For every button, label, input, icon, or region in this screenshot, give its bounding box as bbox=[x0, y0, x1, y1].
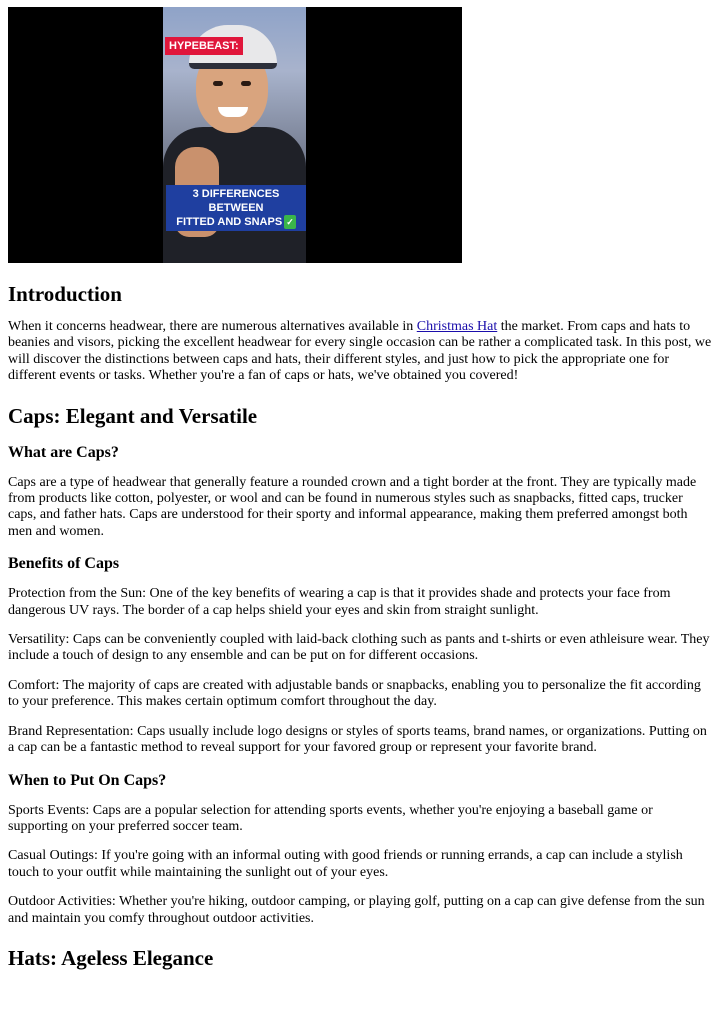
video-badge-line2 bbox=[170, 215, 302, 229]
video-badge-line2-text: FITTED AND SNAPS bbox=[176, 216, 283, 228]
christmas-hat-link[interactable]: Christmas Hat bbox=[416, 319, 498, 334]
hats-heading: Hats: Ageless Elegance bbox=[8, 945, 214, 970]
benefit-paragraph: Comfort: The majority of caps are created with adjustable bands or snapbacks, enabling you to personalize the fit according to your preference. This makes certain optimum comfort throughout the day. bbox=[8, 677, 701, 710]
intro-text-before: When it concerns headwear, there are numerous alternatives available in bbox=[8, 319, 417, 334]
intro-paragraph bbox=[8, 319, 712, 385]
benefit-paragraph: Brand Representation: Caps usually include logo designs or styles of sports teams, brand names, or organizations. Putting on a cap can be a fantastic method to reveal support for your favored group or represent your favorite brand. bbox=[8, 723, 707, 756]
benefit-paragraph: Protection from the Sun: One of the key benefits of wearing a cap is that it provides shade and protects your face from dangerous UV rays. The border of a cap helps shield your eyes and skin from straight sunlight. bbox=[8, 586, 671, 618]
caps-heading: Caps: Elegant and Versatile bbox=[8, 403, 258, 428]
what-are-caps-heading: What are Caps? bbox=[8, 443, 119, 461]
checkmark-icon: ✓ bbox=[286, 217, 294, 227]
when-paragraph: Casual Outings: If you're going with an informal outing with good friends or running errands, a cap can include a stylish touch to your outfit while maintaining the sunlight out of your eyes. bbox=[8, 848, 683, 880]
when-heading: When to Put On Caps? bbox=[8, 771, 167, 789]
video-badge-top: HYPEBEAST: bbox=[165, 37, 243, 55]
benefit-paragraph: Versatility: Caps can be conveniently coupled with laid-back clothing such as pants and t-shirts or even athleisure wear. They include a touch of design to any ensemble and can be put on for different occasions. bbox=[8, 632, 710, 664]
eye-left bbox=[213, 81, 223, 86]
benefits-heading: Benefits of Caps bbox=[8, 555, 120, 573]
video-badge-bottom bbox=[166, 185, 306, 231]
what-are-caps-paragraph: Caps are a type of headwear that generally feature a rounded crown and a tight border at the front. They are typically made from products like cotton, polyester, or wool and can be found in numerous styles such as snapbacks, fitted caps, trucker caps, and father hats. Caps are understood for their sporty and informal appearance, making them preferred amongst both men and women. bbox=[8, 474, 697, 539]
intro-heading: Introduction bbox=[8, 282, 122, 306]
embedded-video[interactable] bbox=[8, 7, 462, 263]
video-badge-line1: 3 DIFFERENCES BETWEEN bbox=[192, 188, 280, 214]
when-paragraph: Sports Events: Caps are a popular selection for attending sports events, whether you're enjoying a baseball game or supporting on your preferred soccer team. bbox=[8, 802, 653, 834]
intro-text-after: the market. From caps and hats to beanies and visors, picking the excellent headwear for every single occasion can be rather a complicated task. In this post, we will discover the distinctions between caps and hats, their different styles, and just how to pick the appropriate one for different events or tasks. Whether you're a fan of caps or hats, we've obtained you covered! bbox=[8, 319, 712, 384]
eye-right bbox=[241, 81, 251, 86]
when-paragraph: Outdoor Activities: Whether you're hiking, outdoor camping, or playing golf, putting on a cap can give defense from the sun and maintain you comfy throughout outdoor activities. bbox=[8, 894, 705, 926]
